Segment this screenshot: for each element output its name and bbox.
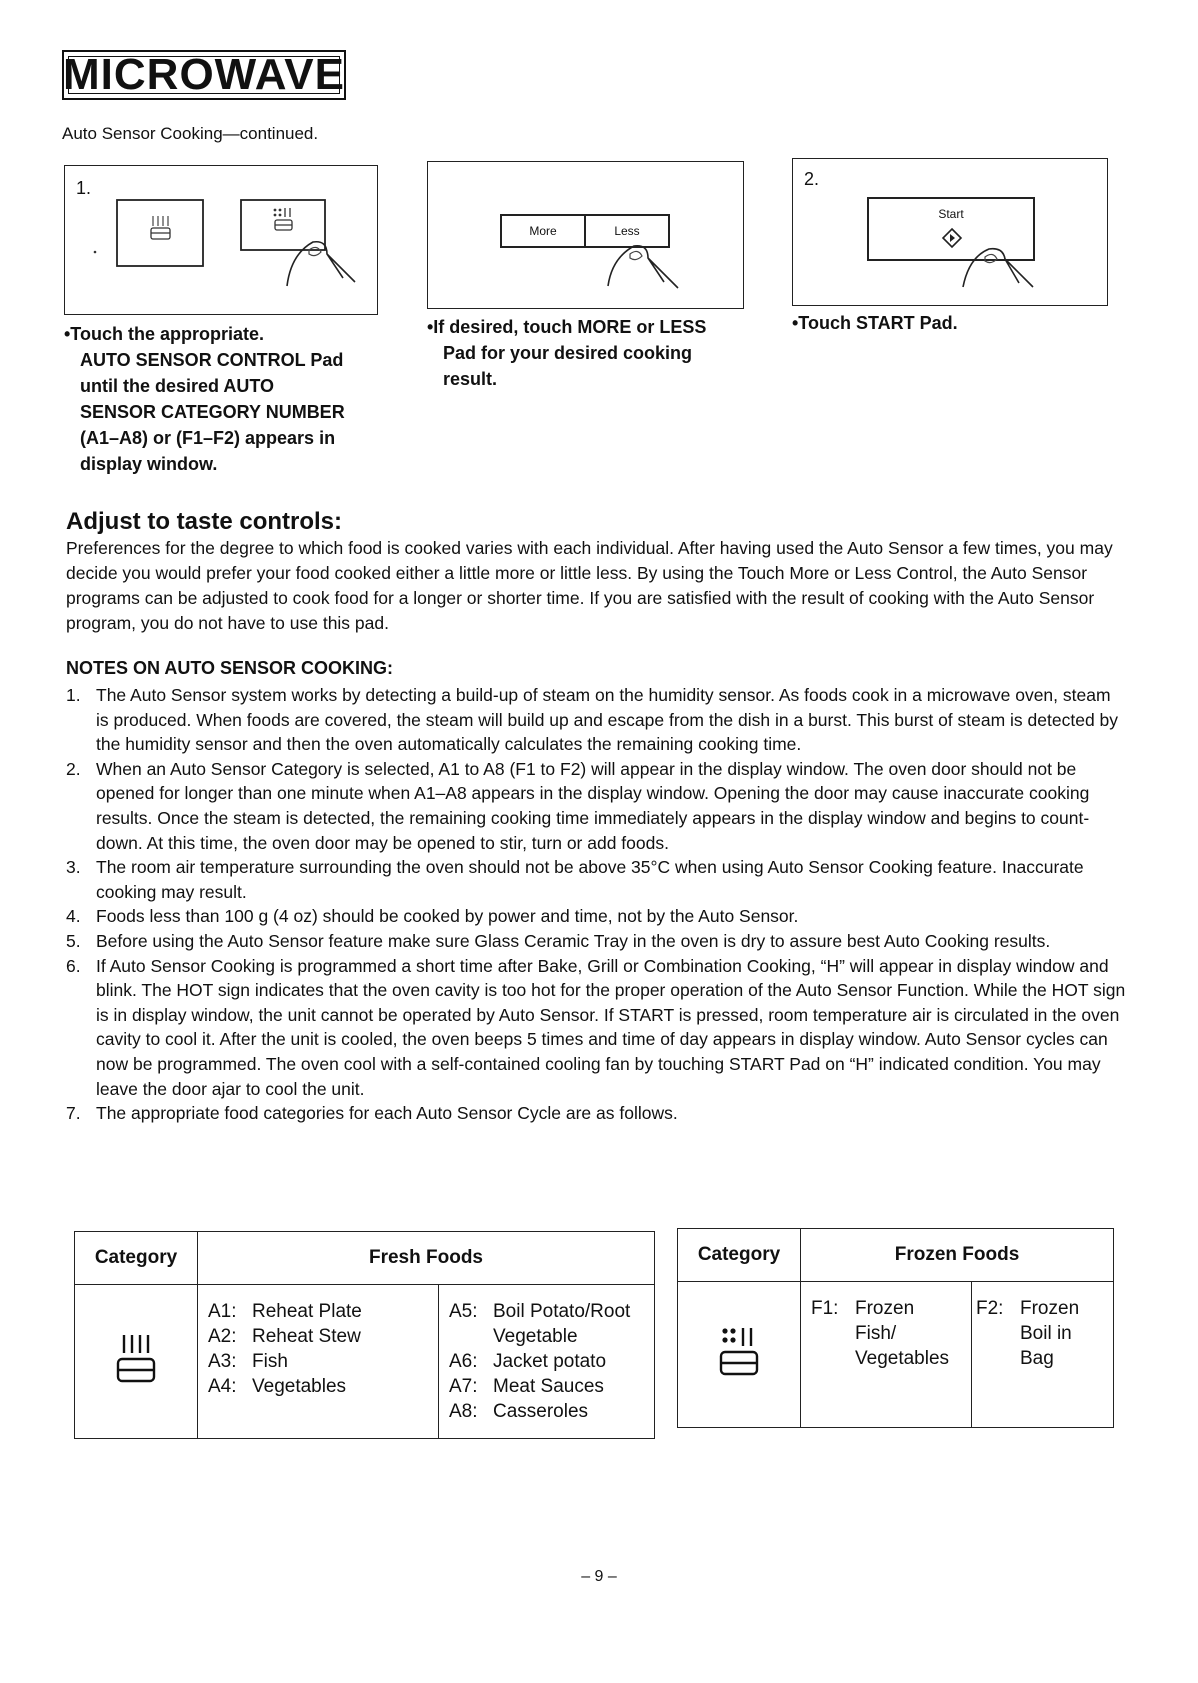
note-item — [66, 855, 1126, 904]
food-item — [449, 1374, 644, 1399]
food-name: Vegetables — [252, 1376, 347, 1397]
note-number: 5. — [66, 930, 81, 951]
note-number: 7. — [66, 1103, 81, 1124]
food-name-cont: Vegetable — [493, 1326, 578, 1347]
notes-list — [66, 683, 1126, 1126]
note-number: 2. — [66, 758, 81, 779]
note-item — [66, 904, 1126, 929]
frozen-category-icon-cell — [678, 1282, 801, 1428]
note-item — [66, 757, 1126, 855]
adjust-paragraph: Preferences for the degree to which food is cooked varies with each individual. After having used the Auto Sensor a few times, you may decide you would prefer your food cooked either a little more or little less. By using the Touch More or Less Control, the Auto Sensor programs can be adjusted to cook food for a longer or shorter time. If you are satisfied with the result of cooking with the Auto Sensor program, you do not have to use this pad. — [66, 538, 1113, 633]
note-number: 3. — [66, 857, 81, 878]
food-name: Boil Potato/Root — [493, 1301, 631, 1322]
frozen-col1 — [801, 1282, 972, 1428]
finger-press-drawing — [428, 162, 745, 310]
food-code: F1: — [811, 1298, 839, 1319]
more-label: More — [529, 224, 557, 238]
note-text: When an Auto Sensor Category is selected, A1 to A8 (F1 to F2) will appear in the display window. The oven door should not be opened for longer than one minute when A1–A8 appears in the display window. Opening the door may cause inaccurate cooking results. Once the steam is detected, the remaining cooking time immediately appears in the display window and begins to count-down. At this time, the oven door may be opened to stir, turn or add foods. — [96, 758, 1090, 853]
frozen-foods-header: Frozen Foods — [801, 1229, 1114, 1282]
food-item — [449, 1349, 644, 1374]
note-text: The appropriate food categories for each Auto Sensor Cycle are as follows. — [96, 1103, 678, 1124]
step1-line: AUTO SENSOR CONTROL Pad — [80, 350, 344, 370]
food-code: A1: — [208, 1301, 237, 1322]
food-name-cont: Vegetables — [855, 1348, 950, 1369]
page-number: – 9 – — [581, 1568, 617, 1585]
note-item — [66, 929, 1126, 954]
food-name: Jacket potato — [493, 1351, 607, 1372]
food-code: A7: — [449, 1376, 478, 1397]
step1-line: •Touch the appropriate. — [64, 324, 264, 344]
food-item — [208, 1374, 428, 1399]
note-text: Foods less than 100 g (4 oz) should be cooked by power and time, not by the Auto Sensor. — [96, 906, 799, 927]
more-less-illustration — [427, 161, 744, 309]
note-number: 6. — [66, 955, 81, 976]
food-item — [811, 1296, 961, 1321]
food-code: A5: — [449, 1301, 478, 1322]
note-text: Before using the Auto Sensor feature make sure Glass Ceramic Tray in the oven is dry to assure best Auto Cooking results. — [96, 930, 1051, 951]
page-title: MICROWAVE — [63, 50, 345, 99]
fresh-category-icon-cell — [75, 1285, 198, 1439]
fresh-foods-table — [74, 1231, 655, 1439]
food-name: Meat Sauces — [493, 1376, 604, 1397]
note-item — [66, 1101, 1126, 1126]
note-number: 1. — [66, 685, 81, 705]
step2-illustration — [792, 158, 1108, 306]
sensor-pads-drawing — [65, 166, 379, 316]
food-name: Reheat Stew — [252, 1326, 361, 1347]
middle-line: result. — [443, 369, 498, 389]
finger-start-drawing — [793, 159, 1109, 307]
food-name-cont: Boil in Bag — [1020, 1323, 1072, 1369]
category-header: Category — [75, 1232, 198, 1285]
note-text: The Auto Sensor system works by detecting a build-up of steam on the humidity sensor. As foods cook in a microwave oven, steam is produced. When foods are covered, the steam will build up and escape from the dish in a burst. This burst of steam is detected by the humidity sensor and then the oven automatically calculates the remaining cooking time. — [96, 685, 1119, 755]
fresh-foods-header: Fresh Foods — [198, 1232, 655, 1285]
section-subtitle: Auto Sensor Cooking—continued. — [62, 124, 319, 143]
food-item — [449, 1399, 644, 1424]
middle-line: •If desired, touch MORE or LESS — [427, 317, 707, 337]
frozen-foods-table — [677, 1228, 1114, 1428]
food-name: Reheat Plate — [252, 1301, 362, 1322]
adjust-heading: Adjust to taste controls: — [66, 508, 343, 535]
food-item — [208, 1324, 428, 1349]
step2-instructions — [792, 310, 1112, 336]
step1-line: (A1–A8) or (F1–F2) appears in — [80, 428, 336, 448]
food-name-cont: Fish/ — [855, 1323, 897, 1344]
food-name: Fish — [252, 1351, 288, 1372]
step1-line: until the desired AUTO — [80, 376, 275, 396]
step1-illustration — [64, 165, 378, 315]
fresh-col1 — [198, 1285, 439, 1439]
frozen-col2 — [972, 1282, 1114, 1428]
food-code: A8: — [449, 1401, 478, 1422]
food-name: Frozen — [1020, 1298, 1080, 1319]
note-item — [66, 954, 1126, 1102]
title-box — [62, 50, 346, 100]
food-name: Casseroles — [493, 1401, 589, 1422]
note-item — [66, 683, 1126, 757]
step2-number: 2. — [804, 169, 820, 189]
food-item — [208, 1349, 428, 1374]
fresh-sensor-icon — [112, 1331, 160, 1387]
notes-heading: NOTES ON AUTO SENSOR COOKING: — [66, 658, 394, 678]
category-header: Category — [678, 1229, 801, 1282]
food-code: A2: — [208, 1326, 237, 1347]
frozen-sensor-icon — [715, 1324, 763, 1380]
middle-instructions — [427, 314, 767, 392]
step1-instructions — [64, 321, 404, 477]
step1-line: display window. — [80, 454, 218, 474]
step2-line: •Touch START Pad. — [792, 313, 958, 333]
fresh-col2 — [439, 1285, 655, 1439]
note-number: 4. — [66, 906, 81, 927]
start-label: Start — [938, 207, 964, 221]
food-item — [976, 1296, 1109, 1321]
food-code: A6: — [449, 1351, 478, 1372]
note-text: If Auto Sensor Cooking is programmed a short time after Bake, Grill or Combination Cooking, “H” will appear in display window and blink. The HOT sign indicates that the oven cavity is too hot for the proper operation of the Auto Sensor Function. While the HOT sign is in display window, the unit cannot be operated by Auto Sensor. If START is pressed, room temperature air is circulated in the oven cavity to cool it. After the unit is cooled, the oven beeps 5 times and time of day appears in display window. Auto Sensor cycles can now be programmed. The oven cool with a self-contained cooling fan by touching START Pad on “H” indicated condition. You may leave the door ajar to cool the unit. — [96, 955, 1126, 1099]
middle-line: Pad for your desired cooking — [443, 343, 693, 363]
food-code: A3: — [208, 1351, 237, 1372]
step1-number: 1. — [76, 178, 92, 198]
food-code: A4: — [208, 1376, 237, 1397]
food-code: F2: — [976, 1298, 1004, 1319]
less-label: Less — [614, 224, 640, 238]
food-item — [449, 1299, 644, 1324]
food-item — [208, 1299, 428, 1324]
note-text: The room air temperature surrounding the oven should not be above 35°C when using Auto Sensor Cooking feature. Inaccurate cooking may result. — [96, 857, 1084, 902]
step1-line: SENSOR CATEGORY NUMBER — [80, 402, 345, 422]
food-name: Frozen — [855, 1298, 915, 1319]
